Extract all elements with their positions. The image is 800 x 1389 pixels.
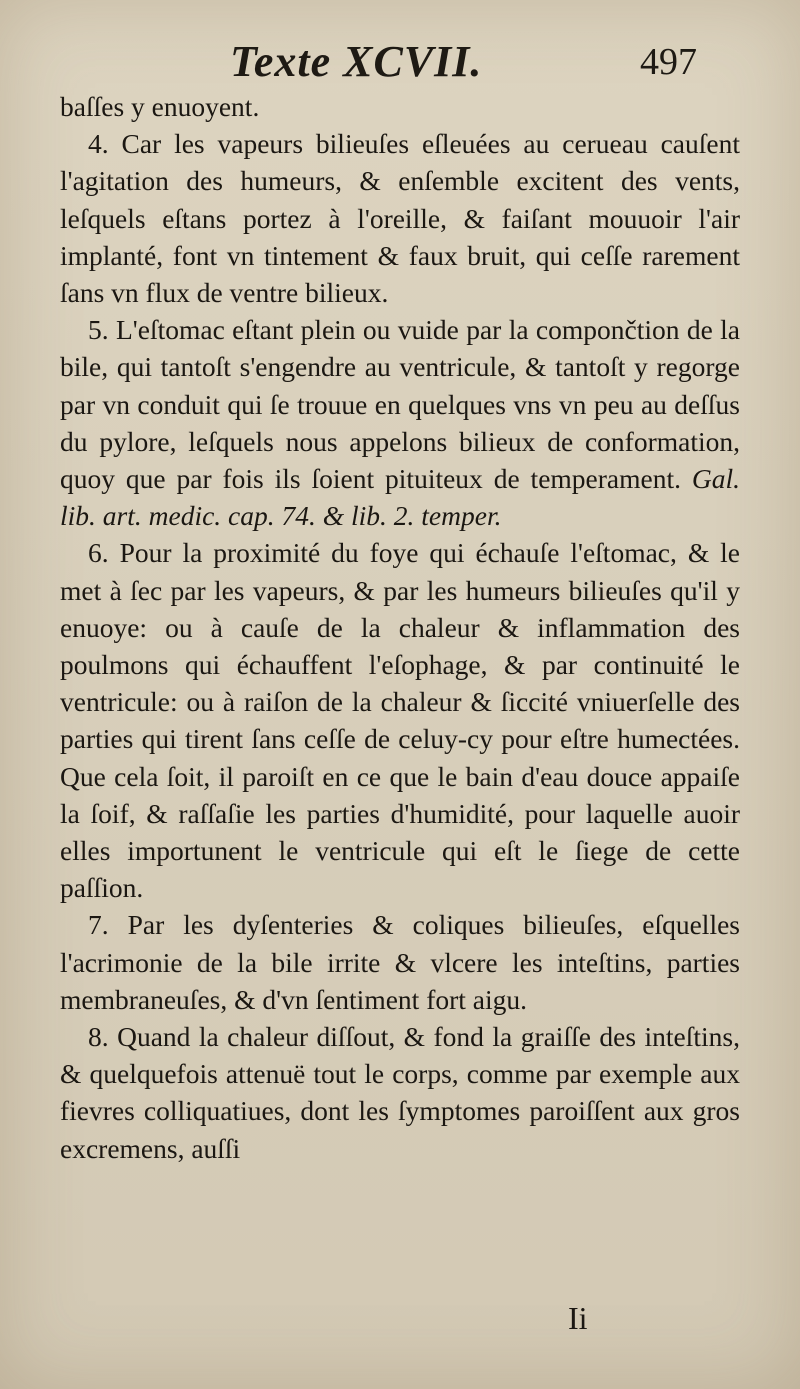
continuation-line: baſſes y enuoyent. [60,91,260,122]
paragraph-4: 4. Car les vapeurs bilieuſes eſleuées au cerueau cauſent l'agitation des humeurs, & enſemble excitent des vents, leſquels eſtans portez à l'oreille, & faiſant mouuoir l'air implanté, font vn tintement & faux bruit, qui ceſſe rarement ſans vn flux de ventre bilieux. [60,128,740,309]
page-header [0,28,800,88]
paragraph-5-text: 5. L'eſtomac eſtant plein ou vuide par la compončtion de la bile, qui tantoſt s'engendre au ventricule, & tantoſt y regorge par vn conduit qui ſe trouue en quelques vns vn peu au deſſus du pylore, leſquels nous appelons bilieux de conformation, quoy que par fois ils ſoient pituiteux de temperament. [60,314,740,495]
paragraph-6: 6. Pour la proximité du foye qui échauſe l'eſtomac, & le met à ſec par les vapeurs, & par les humeurs bilieuſes qu'il y enuoye: ou à cauſe de la chaleur & inflammation des poulmons qui échauffent l'eſophage, & par continuité le ventricule: ou à raiſon de la chaleur & ſiccité vniuerſelle des parties qui tirent ſans ceſſe de celuy-cy pour eſtre humectées. Que cela ſoit, il paroiſt en ce que le bain d'eau douce appaiſe la ſoif, & raſſaſie les parties d'humidité, pour laquelle auoir elles importunent le ventricule qui eſt le ſiege de cette paſſion. [60,537,740,904]
signature-mark: Ii [568,1300,588,1336]
page-number: 497 [640,41,697,83]
paragraph-5-citation: Gal. lib. art. medic. cap. 74. & lib. 2. temper. [60,463,741,532]
running-head: Texte XCVII. [230,37,483,86]
paragraph-7: 7. Par les dyſenteries & coliques bilieuſes, eſquelles l'acrimonie de la bile irrite & vlcere les inteſtins, parties membraneuſes, & d'vn ſentiment fort aigu. [60,909,740,1015]
paragraph-5 [60,311,740,534]
paragraph-8: 8. Quand la chaleur diſſout, & fond la graiſſe des inteſtins, & quelquefois attenuë tout le corps, comme par exemple aux fievres colliquatiues, dont les ſymptomes paroiſſent aux gros excremens, auſſi [60,1021,740,1164]
body-text [60,88,740,1338]
